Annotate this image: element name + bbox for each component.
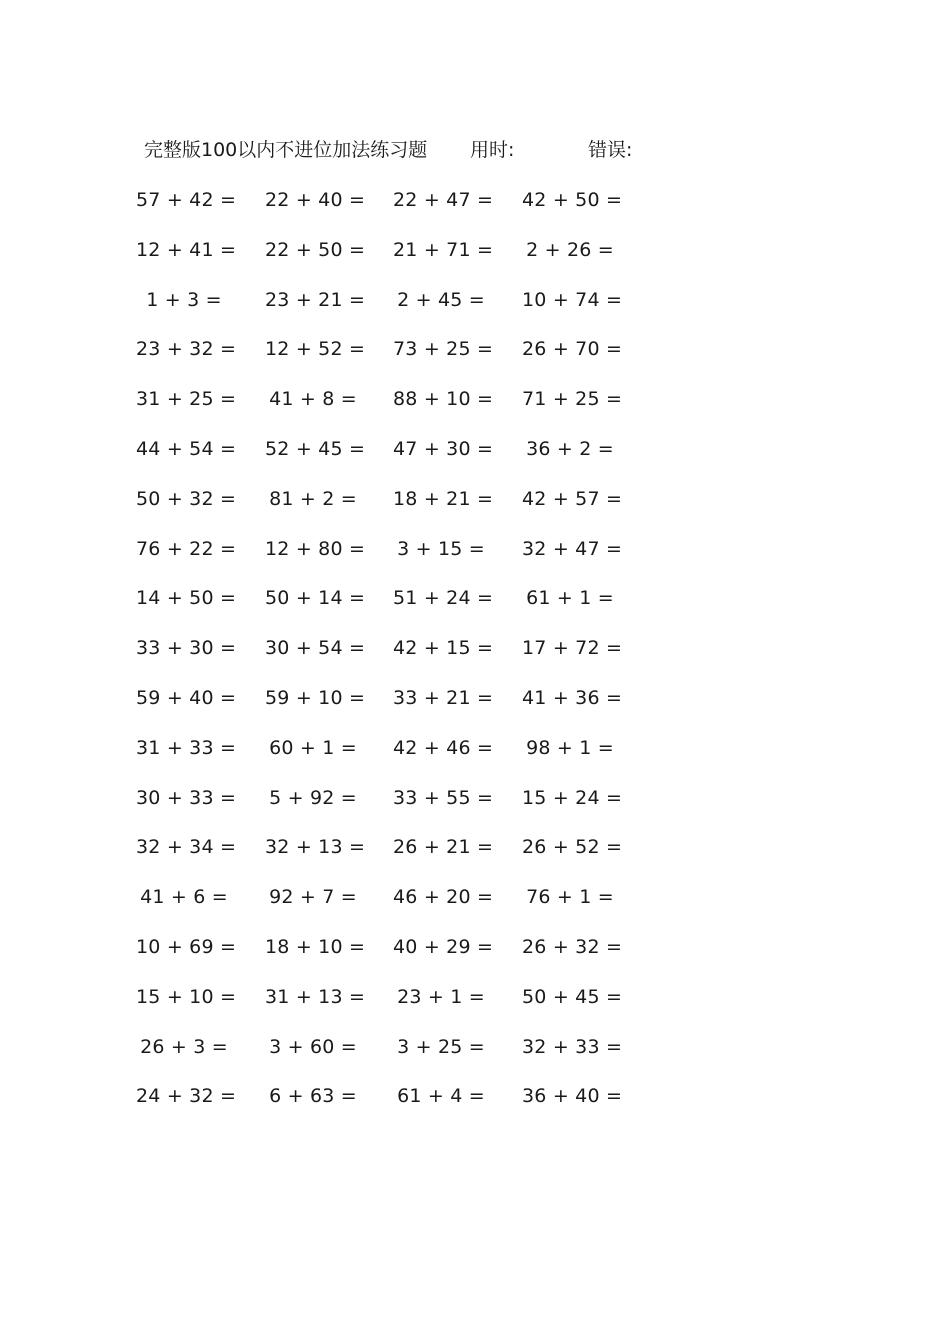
addition-problem: 76 + 1 =	[526, 886, 614, 909]
addition-problem: 26 + 32 =	[522, 935, 623, 958]
addition-problem: 76 + 22 =	[136, 537, 237, 560]
addition-problem: 61 + 4 =	[397, 1085, 485, 1108]
problem-row	[0, 883, 950, 933]
addition-problem: 2 + 45 =	[397, 288, 485, 311]
addition-problem: 14 + 50 =	[136, 587, 237, 610]
problem-row	[0, 1033, 950, 1083]
addition-problem: 26 + 70 =	[522, 338, 623, 361]
addition-problem: 59 + 10 =	[265, 686, 366, 709]
addition-problem: 18 + 21 =	[393, 487, 494, 510]
addition-problem: 31 + 25 =	[136, 388, 237, 411]
addition-problem: 31 + 13 =	[265, 985, 366, 1008]
addition-problem: 47 + 30 =	[393, 437, 494, 460]
addition-problem: 71 + 25 =	[522, 388, 623, 411]
addition-problem: 33 + 55 =	[393, 786, 494, 809]
problem-row	[0, 734, 950, 784]
addition-problem: 12 + 41 =	[136, 238, 237, 261]
addition-problem: 15 + 10 =	[136, 985, 237, 1008]
addition-problem: 61 + 1 =	[526, 587, 614, 610]
addition-problem: 73 + 25 =	[393, 338, 494, 361]
addition-problem: 32 + 34 =	[136, 836, 237, 859]
addition-problem: 2 + 26 =	[526, 238, 614, 261]
problem-row	[0, 983, 950, 1033]
addition-problem: 10 + 69 =	[136, 935, 237, 958]
addition-problem: 12 + 52 =	[265, 338, 366, 361]
addition-problem: 50 + 32 =	[136, 487, 237, 510]
addition-problem: 50 + 45 =	[522, 985, 623, 1008]
addition-problem: 33 + 21 =	[393, 686, 494, 709]
problem-row	[0, 535, 950, 585]
addition-problem: 10 + 74 =	[522, 288, 623, 311]
addition-problem: 60 + 1 =	[269, 736, 357, 759]
addition-problem: 30 + 54 =	[265, 637, 366, 660]
problem-row	[0, 435, 950, 485]
addition-problem: 42 + 15 =	[393, 637, 494, 660]
addition-problem: 1 + 3 =	[146, 288, 222, 311]
addition-problem: 24 + 32 =	[136, 1085, 237, 1108]
addition-problem: 42 + 46 =	[393, 736, 494, 759]
addition-problem: 18 + 10 =	[265, 935, 366, 958]
problem-row	[0, 485, 950, 535]
addition-problem: 32 + 47 =	[522, 537, 623, 560]
addition-problem: 46 + 20 =	[393, 886, 494, 909]
errors-label: 错误:	[588, 139, 633, 161]
problem-row	[0, 385, 950, 435]
addition-problem: 5 + 92 =	[269, 786, 357, 809]
addition-problem: 59 + 40 =	[136, 686, 237, 709]
addition-problem: 26 + 3 =	[140, 1035, 228, 1058]
addition-problem: 41 + 6 =	[140, 886, 228, 909]
addition-problem: 23 + 32 =	[136, 338, 237, 361]
problem-row	[0, 684, 950, 734]
addition-problem: 81 + 2 =	[269, 487, 357, 510]
addition-problem: 44 + 54 =	[136, 437, 237, 460]
addition-problem: 42 + 57 =	[522, 487, 623, 510]
addition-problem: 40 + 29 =	[393, 935, 494, 958]
problem-row	[0, 186, 950, 236]
addition-problem: 88 + 10 =	[393, 388, 494, 411]
problem-row	[0, 634, 950, 684]
problem-row	[0, 784, 950, 834]
addition-problem: 15 + 24 =	[522, 786, 623, 809]
addition-problem: 31 + 33 =	[136, 736, 237, 759]
problem-grid	[0, 186, 950, 1132]
addition-problem: 41 + 36 =	[522, 686, 623, 709]
addition-problem: 92 + 7 =	[269, 886, 357, 909]
addition-problem: 3 + 60 =	[269, 1035, 357, 1058]
addition-problem: 3 + 25 =	[397, 1035, 485, 1058]
problem-row	[0, 584, 950, 634]
addition-problem: 51 + 24 =	[393, 587, 494, 610]
addition-problem: 23 + 21 =	[265, 288, 366, 311]
addition-problem: 33 + 30 =	[136, 637, 237, 660]
addition-problem: 6 + 63 =	[269, 1085, 357, 1108]
addition-problem: 30 + 33 =	[136, 786, 237, 809]
addition-problem: 17 + 72 =	[522, 637, 623, 660]
problem-row	[0, 286, 950, 336]
addition-problem: 12 + 80 =	[265, 537, 366, 560]
addition-problem: 52 + 45 =	[265, 437, 366, 460]
addition-problem: 22 + 47 =	[393, 189, 494, 211]
addition-problem: 57 + 42 =	[136, 189, 237, 211]
problem-row	[0, 1082, 950, 1132]
addition-problem: 41 + 8 =	[269, 388, 357, 411]
problem-row	[0, 933, 950, 983]
addition-problem: 22 + 40 =	[265, 189, 366, 211]
addition-problem: 36 + 2 =	[526, 437, 614, 460]
problem-row	[0, 833, 950, 883]
addition-problem: 32 + 33 =	[522, 1035, 623, 1058]
worksheet-title: 完整版100以内不进位加法练习题	[144, 139, 428, 161]
addition-problem: 42 + 50 =	[522, 189, 623, 211]
addition-problem: 26 + 21 =	[393, 836, 494, 859]
time-used-label: 用时:	[470, 139, 515, 161]
addition-problem: 26 + 52 =	[522, 836, 623, 859]
problem-row	[0, 236, 950, 286]
addition-problem: 23 + 1 =	[397, 985, 485, 1008]
addition-problem: 98 + 1 =	[526, 736, 614, 759]
addition-problem: 21 + 71 =	[393, 238, 494, 261]
addition-problem: 50 + 14 =	[265, 587, 366, 610]
addition-problem: 36 + 40 =	[522, 1085, 623, 1108]
addition-problem: 3 + 15 =	[397, 537, 485, 560]
addition-problem: 32 + 13 =	[265, 836, 366, 859]
addition-problem: 22 + 50 =	[265, 238, 366, 261]
problem-row	[0, 335, 950, 385]
